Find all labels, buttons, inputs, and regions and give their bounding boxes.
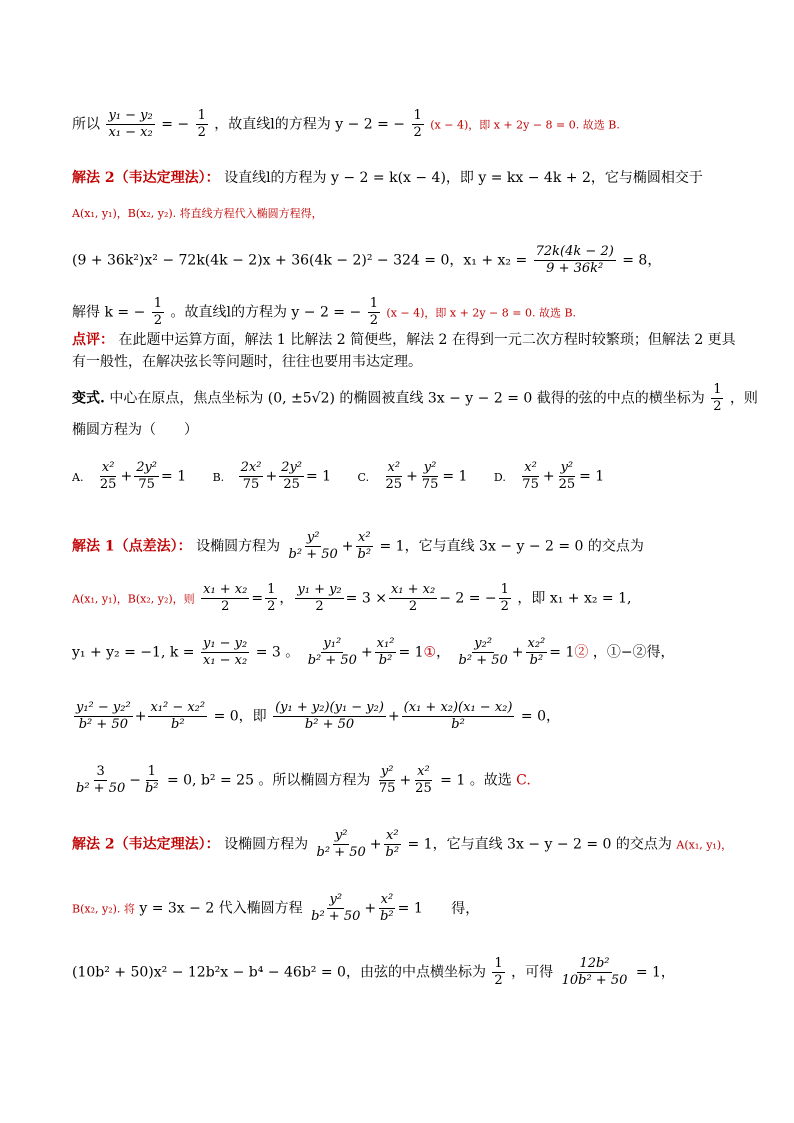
half-fraction: $\frac{1}{2}$	[413, 108, 422, 140]
solution-label: 解法 1（点差法）：	[72, 538, 192, 555]
variant-problem-line: 变式. 中心在原点，焦点坐标为 (0, ±5√2) 的椭圆被直线 3x − y − 2 = 0 截得的弦的中点的横坐标为 $\frac{1}{2}$ ，则	[72, 382, 758, 414]
solution2-heading-line: 解法 2（韦达定理法）： 设直线l的方程为 y − 2 = k(x − 4)，即 y = kx − 4k + 2，它与椭圆相交于	[72, 170, 703, 186]
text: 所以	[72, 116, 100, 133]
answer-choice: C.	[516, 772, 531, 789]
variant-solution1-line2: A(x₁, y₁)，B(x₂, y₂)，则 $\frac{\text{x₁ + x₂}}{2}$ = $\frac{1}{2}$ ， $\frac{\text{y₁ + y₂}}{2}$ = 3 × $\frac{\text{x₁ + x₂}}{2}$ − 2 = − $\frac{1}{2}$ ，即 x₁ + x₂ = 1,	[72, 582, 632, 614]
variant-solution2-line3: (10b² + 50)x² − 12b²x − b⁴ − 46b² = 0，由弦的中点横坐标为 $\frac{1}{2}$ ，可得 $\frac{\text{12b²}}{\text{10b² + 50}}$ = 1，	[72, 956, 675, 988]
slope-fraction: $\frac{\text{y₁ − y₂}}{\text{x₁ − x₂}}$	[108, 108, 153, 140]
variant-question-line: 椭圆方程为（ ）	[72, 422, 198, 438]
half-fraction: $\frac{1}{2}$	[197, 108, 206, 140]
variant-solution2-line2: B(x₂, y₂). 将 y = 3x − 2 代入椭圆方程 $\frac{\text{y²}}{\text{b² + 50}}$ + $\frac{\text{x²}}{\text{b²}}$ = 1 得，	[72, 892, 480, 924]
solution-label: 解法 2（韦达定理法）：	[72, 836, 220, 853]
solution-label: 解法 2（韦达定理法）：	[72, 170, 220, 186]
variant-solution2-heading: 解法 2（韦达定理法）： 设椭圆方程为 $\frac{\text{y²}}{\text{b² + 50}}$ + $\frac{\text{x²}}{\text{b²}}$ = 1，它与直线 3x − y − 2 = 0 的交点为 A(x₁, y₁)，	[72, 828, 733, 860]
variant-label: 变式.	[72, 390, 105, 407]
variant-solution1-line3: y₁ + y₂ = −1, k = $\frac{\text{y₁ − y₂}}{\text{x₁ − x₂}}$ = 3 。 $\frac{\text{y₁²}}{\text{b² + 50}}$ + $\frac{\text{x₁²}}{\text{b²}}$ = 1①， $\frac{\text{y₂²}}{\text{b² + 50}}$ + $\frac{\text{x₂²}}{\text{b²}}$ = 1② ，①−②得，	[72, 636, 675, 668]
comment-label: 点评：	[72, 332, 114, 348]
option-a[interactable]: A. $\frac{\text{x²}}{25}$ + $\frac{\text{2y²}}{75}$ = 1	[72, 460, 187, 492]
variant-solution1-line4: $\frac{\text{y₁² − y₂²}}{\text{b² + 50}}$ + $\frac{\text{x₁² − x₂²}}{\text{b²}}$ = 0，即 $\frac{\text{(y₁ + y₂)(y₁ − y₂)}}{\text{b² + 50}}$ + $\frac{\text{(x₁ + x₂)(x₁ − x₂)}}{\text{b²}}$ = 0，	[76, 700, 560, 732]
variant-solution1-heading: 解法 1（点差法）： 设椭圆方程为 $\frac{\text{y²}}{\text{b² + 50}}$ + $\frac{\text{x²}}{\text{b²}}$ = 1，它与直线 3x − y − 2 = 0 的交点为	[72, 530, 644, 562]
comment-line-2: 有一般性，在解决弦长等问题时，往往也要用韦达定理。	[72, 354, 422, 370]
answer-options	[72, 460, 626, 493]
solution2-result-line: 解得 k = − $\frac{1}{2}$ 。故直线l的方程为 y − 2 = − $\frac{1}{2}$ (x − 4)，即 x + 2y − 8 = 0. 故选 B.	[72, 296, 577, 328]
solution2-quadratic-line: (9 + 36k²)x² − 72k(4k − 2)x + 36(4k − 2)² − 324 = 0，x₁ + x₂ = $\frac{72k(4k - 2)}{\text{9 + 36k²}}$ = 8，	[72, 244, 662, 276]
variant-solution1-line5: $\frac{3}{\text{b² + 50}}$ − $\frac{1}{\text{b²}}$ = 0, b² = 25 。所以椭圆方程为 $\frac{\text{y²}}{75}$ + $\frac{\text{x²}}{25}$ = 1 。故选 C.	[76, 764, 531, 796]
comment-line-1: 点评： 在此题中运算方面，解法 1 比解法 2 简便些，解法 2 在得到一元二次方程时较繁琐；但解法 2 更具	[72, 332, 736, 348]
option-c[interactable]: C. $\frac{\text{x²}}{25}$ + $\frac{\text{y²}}{75}$ = 1	[357, 460, 468, 492]
option-d[interactable]: D. $\frac{\text{x²}}{75}$ + $\frac{\text{y²}}{25}$ = 1	[493, 460, 605, 492]
conclusion-line-method1: 所以 $\frac{\text{y₁ − y₂}}{\text{x₁ − x₂}}$ = − $\frac{1}{2}$ ，故直线l的方程为 y − 2 = − $\frac{1}{2}$ (x − 4)，即 x + 2y − 8 = 0. 故选 B.	[72, 108, 620, 140]
option-b[interactable]: B. $\frac{\text{2x²}}{75}$ + $\frac{\text{2y²}}{25}$ = 1	[212, 460, 332, 492]
solution2-points-line: A(x₁, y₁)，B(x₂, y₂). 将直线方程代入椭圆方程得，	[72, 207, 323, 220]
